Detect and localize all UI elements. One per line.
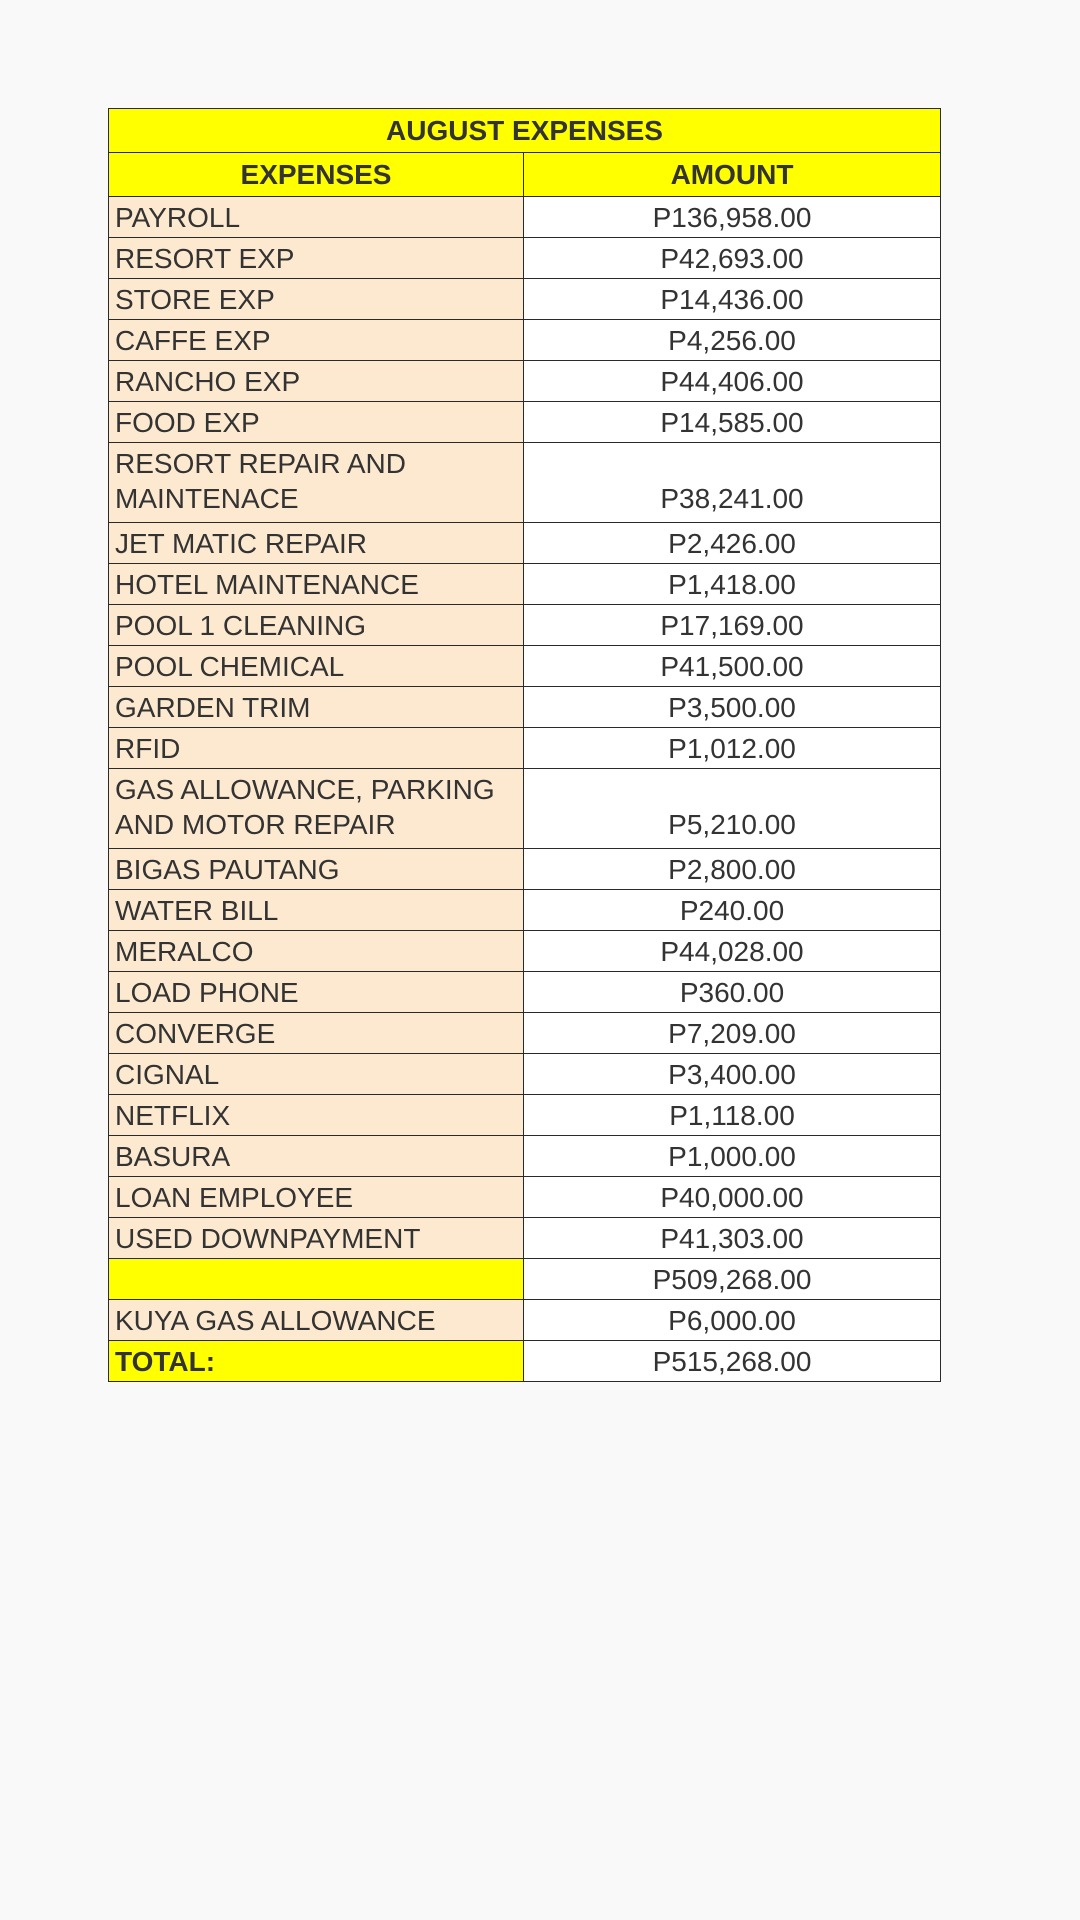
table-row [109, 523, 941, 564]
amount-cell[interactable]: P14,585.00 [524, 402, 941, 443]
table-row [109, 1013, 941, 1054]
amount-cell[interactable]: P17,169.00 [524, 605, 941, 646]
expense-label-cell[interactable]: USED DOWNPAYMENT [109, 1218, 524, 1259]
amount-cell[interactable]: P40,000.00 [524, 1177, 941, 1218]
expense-label-cell[interactable]: KUYA GAS ALLOWANCE [109, 1300, 524, 1341]
expense-label-cell[interactable]: BIGAS PAUTANG [109, 849, 524, 890]
expense-label-cell[interactable]: POOL CHEMICAL [109, 646, 524, 687]
expenses-table [108, 108, 941, 1382]
amount-cell[interactable]: P4,256.00 [524, 320, 941, 361]
table-row [109, 890, 941, 931]
expense-label-cell[interactable]: JET MATIC REPAIR [109, 523, 524, 564]
expense-label-cell[interactable]: FOOD EXP [109, 402, 524, 443]
table-row [109, 320, 941, 361]
amount-cell[interactable]: P44,406.00 [524, 361, 941, 402]
table-row [109, 1300, 941, 1341]
expense-label-cell[interactable]: LOAN EMPLOYEE [109, 1177, 524, 1218]
amount-cell[interactable]: P1,418.00 [524, 564, 941, 605]
expense-label-cell[interactable]: STORE EXP [109, 279, 524, 320]
amount-cell[interactable]: P3,400.00 [524, 1054, 941, 1095]
table-row [109, 564, 941, 605]
header-row [109, 153, 941, 197]
total-label-cell[interactable]: TOTAL: [109, 1341, 524, 1382]
amount-cell[interactable]: P41,500.00 [524, 646, 941, 687]
expense-label-cell[interactable]: RANCHO EXP [109, 361, 524, 402]
column-header-amount[interactable]: AMOUNT [524, 153, 941, 197]
table-row [109, 1218, 941, 1259]
expense-label-cell[interactable]: GARDEN TRIM [109, 687, 524, 728]
expense-sheet [108, 108, 940, 1382]
amount-cell[interactable]: P41,303.00 [524, 1218, 941, 1259]
expense-label-cell[interactable]: CIGNAL [109, 1054, 524, 1095]
column-header-expenses[interactable]: EXPENSES [109, 153, 524, 197]
amount-cell[interactable]: P14,436.00 [524, 279, 941, 320]
expense-label-cell[interactable]: HOTEL MAINTENANCE [109, 564, 524, 605]
amount-cell[interactable]: P2,426.00 [524, 523, 941, 564]
expense-label-cell[interactable]: MERALCO [109, 931, 524, 972]
amount-cell[interactable]: P1,012.00 [524, 728, 941, 769]
table-row [109, 1054, 941, 1095]
table-row [109, 687, 941, 728]
table-row [109, 769, 941, 849]
amount-cell[interactable]: P3,500.00 [524, 687, 941, 728]
table-title[interactable]: AUGUST EXPENSES [109, 109, 941, 153]
expense-label-cell[interactable]: RESORT REPAIR AND MAINTENACE [109, 443, 524, 523]
expense-label-cell[interactable]: WATER BILL [109, 890, 524, 931]
amount-cell[interactable]: P7,209.00 [524, 1013, 941, 1054]
subtotal-amount-cell[interactable]: P509,268.00 [524, 1259, 941, 1300]
table-row [109, 1095, 941, 1136]
amount-cell[interactable]: P44,028.00 [524, 931, 941, 972]
amount-cell[interactable]: P6,000.00 [524, 1300, 941, 1341]
amount-cell[interactable]: P360.00 [524, 972, 941, 1013]
table-row [109, 972, 941, 1013]
table-row [109, 605, 941, 646]
expense-label-cell[interactable]: PAYROLL [109, 197, 524, 238]
expense-label-cell[interactable]: CAFFE EXP [109, 320, 524, 361]
table-row [109, 728, 941, 769]
subtotal-row [109, 1259, 941, 1300]
amount-cell[interactable]: P5,210.00 [524, 769, 941, 849]
amount-cell[interactable]: P1,000.00 [524, 1136, 941, 1177]
table-row [109, 279, 941, 320]
amount-cell[interactable]: P136,958.00 [524, 197, 941, 238]
expense-label-cell[interactable]: BASURA [109, 1136, 524, 1177]
expense-label-cell[interactable]: CONVERGE [109, 1013, 524, 1054]
amount-cell[interactable]: P240.00 [524, 890, 941, 931]
table-row [109, 197, 941, 238]
subtotal-label-cell[interactable] [109, 1259, 524, 1300]
table-row [109, 931, 941, 972]
expense-label-cell[interactable]: LOAD PHONE [109, 972, 524, 1013]
amount-cell[interactable]: P42,693.00 [524, 238, 941, 279]
amount-cell[interactable]: P38,241.00 [524, 443, 941, 523]
expense-label-cell[interactable]: RESORT EXP [109, 238, 524, 279]
table-row [109, 443, 941, 523]
amount-cell[interactable]: P1,118.00 [524, 1095, 941, 1136]
table-row [109, 402, 941, 443]
expense-label-cell[interactable]: GAS ALLOWANCE, PARKING AND MOTOR REPAIR [109, 769, 524, 849]
expense-label-cell[interactable]: POOL 1 CLEANING [109, 605, 524, 646]
total-row [109, 1341, 941, 1382]
expense-label-cell[interactable]: RFID [109, 728, 524, 769]
amount-cell[interactable]: P2,800.00 [524, 849, 941, 890]
table-row [109, 1136, 941, 1177]
expense-label-cell[interactable]: NETFLIX [109, 1095, 524, 1136]
table-row [109, 361, 941, 402]
table-row [109, 646, 941, 687]
total-amount-cell[interactable]: P515,268.00 [524, 1341, 941, 1382]
table-row [109, 238, 941, 279]
table-row [109, 849, 941, 890]
table-row [109, 1177, 941, 1218]
title-row [109, 109, 941, 153]
